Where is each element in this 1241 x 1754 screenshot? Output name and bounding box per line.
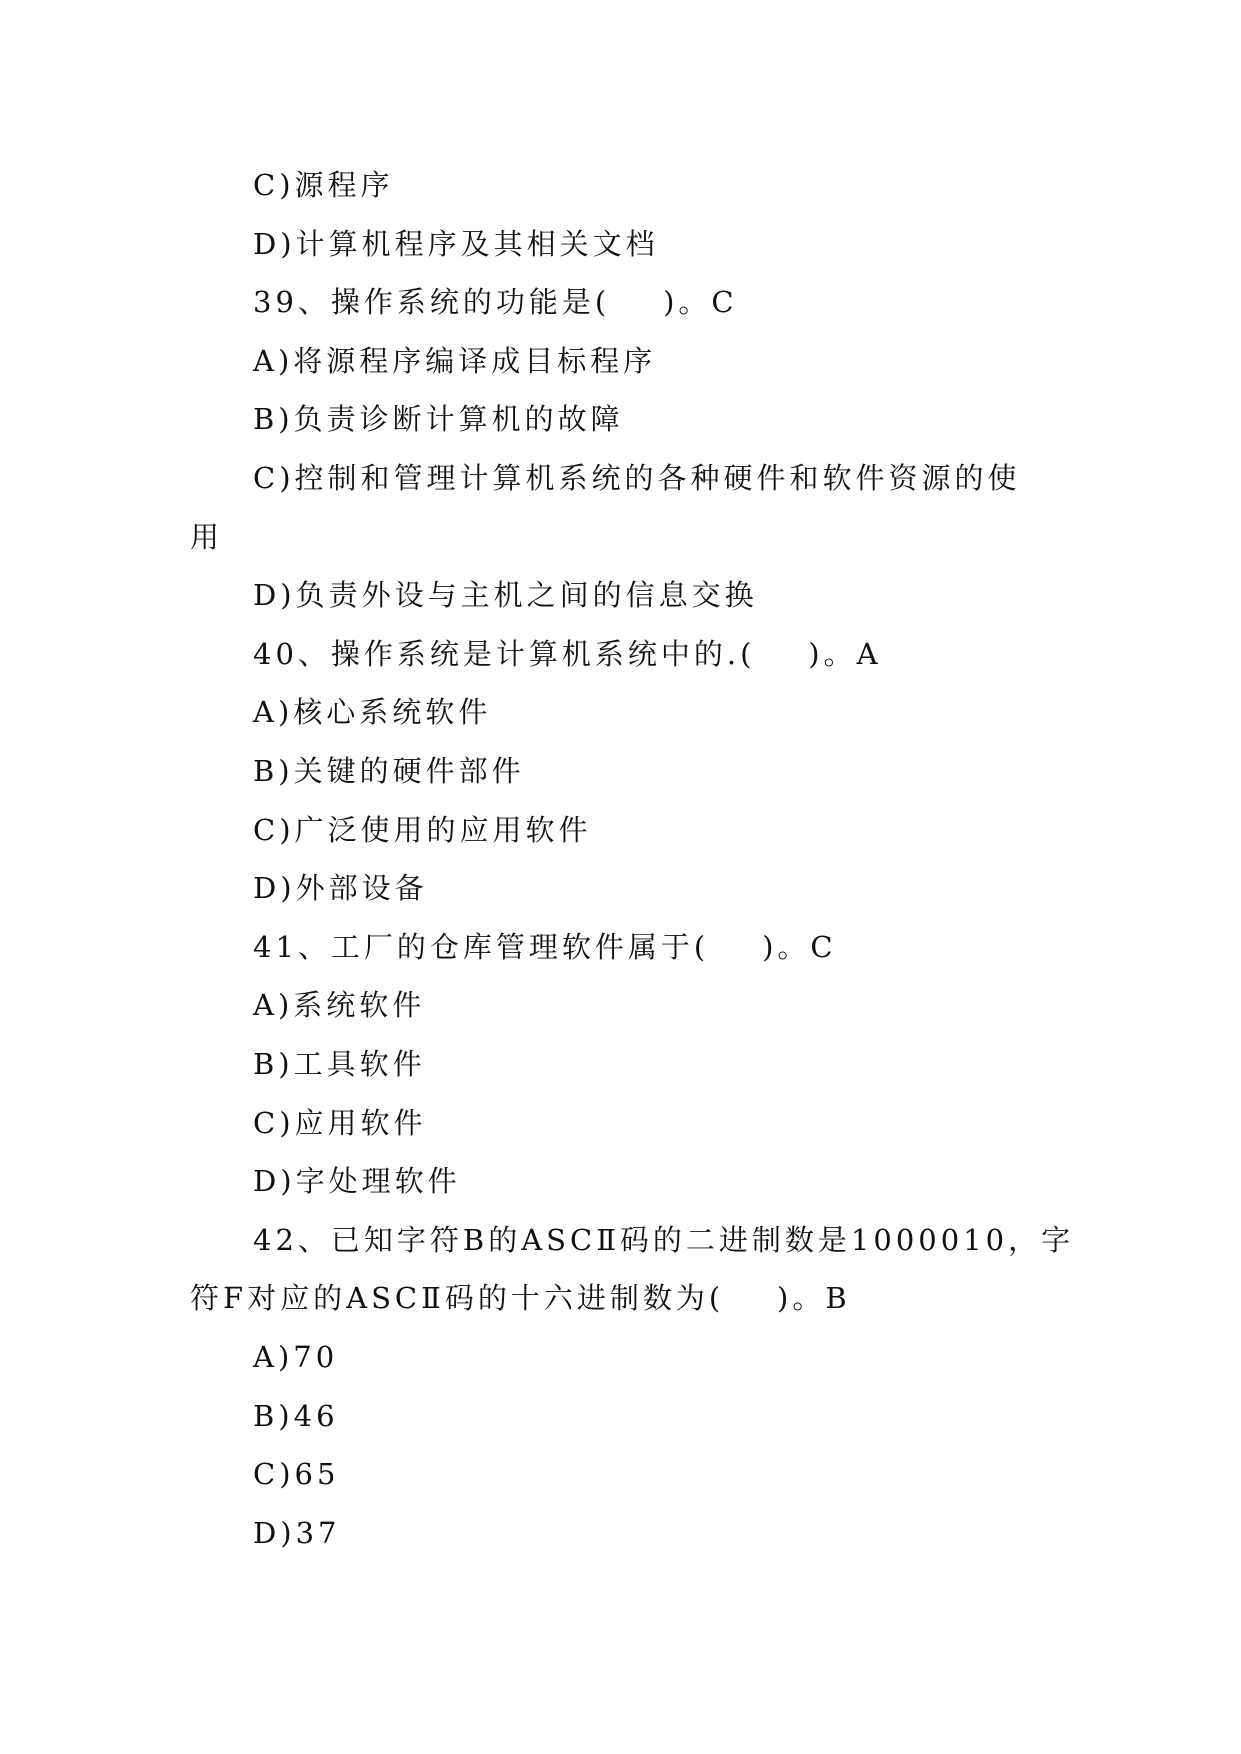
question-42-line2: 符F对应的ASCⅡ码的十六进制数为( )。B xyxy=(190,1281,851,1315)
option-d-q41: D)字处理软件 xyxy=(253,1164,461,1198)
option-c-q40: C)广泛使用的应用软件 xyxy=(253,813,592,847)
option-d-q42: D)37 xyxy=(253,1516,341,1550)
question-41: 41、工厂的仓库管理软件属于( )。C xyxy=(253,930,837,964)
option-c-q41: C)应用软件 xyxy=(253,1106,427,1140)
option-d-q38: D)计算机程序及其相关文档 xyxy=(253,227,659,261)
option-b-q42: B)46 xyxy=(253,1399,339,1433)
option-d-q39: D)负责外设与主机之间的信息交换 xyxy=(253,578,758,612)
option-a-q40: A)核心系统软件 xyxy=(253,695,492,729)
option-a-q42: A)70 xyxy=(253,1340,339,1374)
option-c-q42: C)65 xyxy=(253,1457,340,1491)
option-a-q39: A)将源程序编译成目标程序 xyxy=(253,344,657,378)
question-39: 39、操作系统的功能是( )。C xyxy=(253,285,738,319)
question-42-line1: 42、已知字符B的ASCⅡ码的二进制数是1000010，字 xyxy=(253,1223,1075,1257)
option-c-q39: C)控制和管理计算机系统的各种硬件和软件资源的使 xyxy=(253,461,1021,495)
option-a-q41: A)系统软件 xyxy=(253,988,426,1022)
question-40: 40、操作系统是计算机系统中的.( )。A xyxy=(253,637,882,671)
option-b-q41: B)工具软件 xyxy=(253,1047,426,1081)
option-c-q39-continuation: 用 xyxy=(190,520,224,554)
option-c-q38: C)源程序 xyxy=(253,168,394,202)
option-d-q40: D)外部设备 xyxy=(253,871,428,905)
option-b-q39: B)负责诊断计算机的故障 xyxy=(253,402,624,436)
option-b-q40: B)关键的硬件部件 xyxy=(253,754,525,788)
